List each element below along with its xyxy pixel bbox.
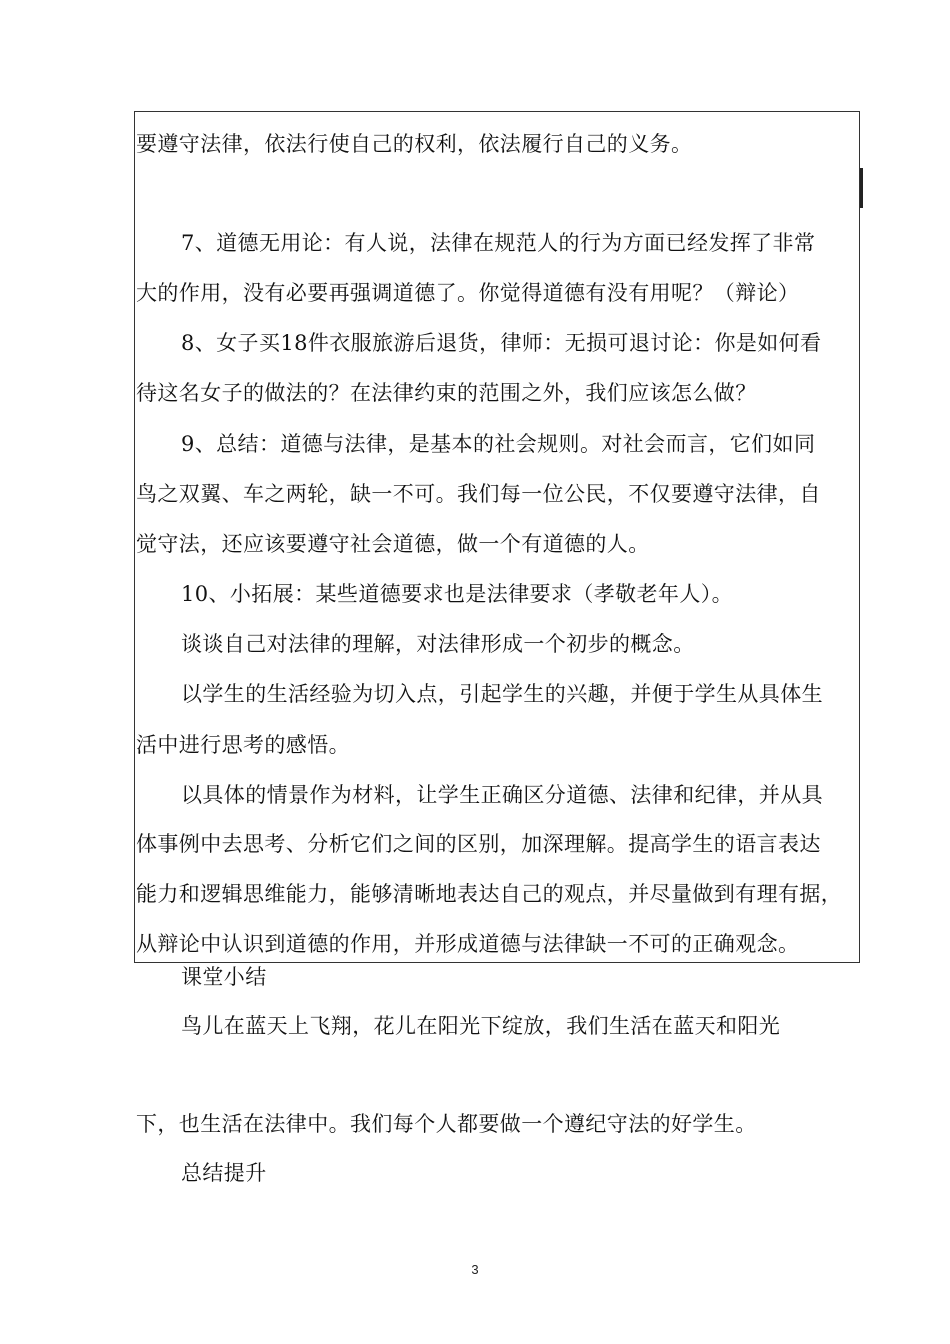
design-note-3-line-2: 体事例中去思考、分析它们之间的区别，加深理解。提高学生的语言表达 (136, 832, 821, 856)
design-note-1: 谈谈自己对法律的理解，对法律形成一个初步的概念。 (181, 632, 695, 656)
item-9-line-3: 觉守法，还应该要遵守社会道德，做一个有道德的人。 (136, 532, 650, 556)
design-note-2-line-2: 活中进行思考的感悟。 (136, 733, 350, 757)
page-number: 3 (471, 1262, 479, 1277)
summary-line-2: 下，也生活在法律中。我们每个人都要做一个遵纪守法的好学生。 (136, 1112, 757, 1136)
item-8-line-1: 8、女子买18件衣服旅游后退货，律师：无损可退讨论：你是如何看 (181, 331, 822, 355)
item-9-line-1: 9、总结：道德与法律，是基本的社会规则。对社会而言，它们如同 (181, 432, 816, 456)
table-box-right-rule (860, 168, 863, 208)
design-note-3-line-1: 以具体的情景作为材料，让学生正确区分道德、法律和纪律，并从具 (181, 783, 823, 807)
intro-line: 要遵守法律，依法行使自己的权利，依法履行自己的义务。 (136, 132, 693, 156)
summary-heading: 课堂小结 (181, 965, 267, 989)
design-note-3-line-3: 能力和逻辑思维能力，能够清晰地表达自己的观点，并尽量做到有理有据， (136, 882, 843, 906)
item-9-line-2: 鸟之双翼、车之两轮，缺一不可。我们每一位公民，不仅要遵守法律，自 (136, 482, 821, 506)
design-note-2-line-1: 以学生的生活经验为切入点，引起学生的兴趣，并便于学生从具体生 (181, 682, 823, 706)
item-10-line: 10、小拓展：某些道德要求也是法律要求（孝敬老年人）。 (181, 582, 734, 606)
promotion-heading: 总结提升 (181, 1161, 267, 1185)
item-8-line-2: 待这名女子的做法的？在法律约束的范围之外，我们应该怎么做？ (136, 381, 757, 405)
summary-line-1: 鸟儿在蓝天上飞翔，花儿在阳光下绽放，我们生活在蓝天和阳光 (181, 1014, 781, 1038)
item-7-line-2: 大的作用，没有必要再强调道德了。你觉得道德有没有用呢？（辩论） (136, 281, 800, 305)
design-note-3-line-4: 从辩论中认识到道德的作用，并形成道德与法律缺一不可的正确观念。 (136, 932, 800, 956)
item-7-line-1: 7、道德无用论：有人说，法律在规范人的行为方面已经发挥了非常 (181, 231, 816, 255)
